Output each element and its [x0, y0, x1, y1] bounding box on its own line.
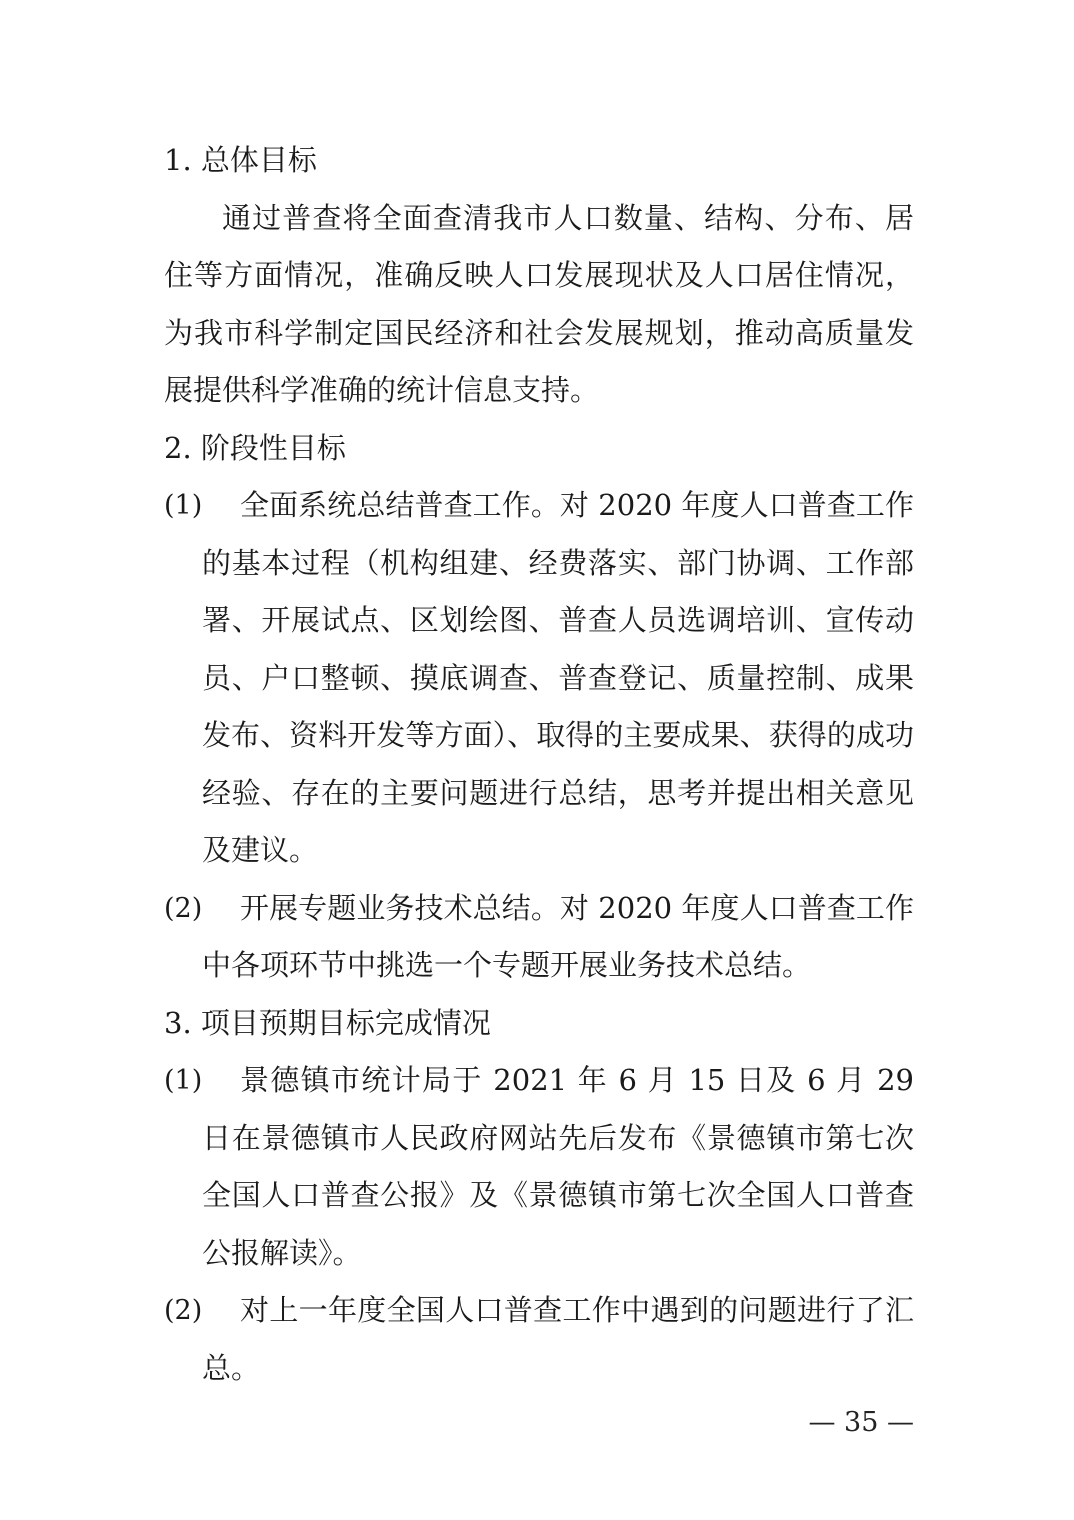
page-content	[164, 132, 914, 1397]
list-item	[164, 1282, 914, 1397]
overall-goal-paragraph: 通过普查将全面查清我市人口数量、结构、分布、居住等方面情况，准确反映人口发展现状及人口居住情况，为我市科学制定国民经济和社会发展规划，推动高质量发展提供科学准确的统计信息支持。	[164, 200, 914, 407]
section-heading-goal-completion: 3. 项目预期目标完成情况	[164, 1005, 491, 1040]
list-item-text: 全面系统总结普查工作。对 2020 年度人口普查工作的基本过程（机构组建、经费落实、部门协调、工作部署、开展试点、区划绘图、普查人员选调培训、宣传动员、户口整顿、摸底调查、普查登记、质量控制、成果发布、资料开发等方面）、取得的主要成果、获得的成功经验、存在的主要问题进行总结，思考并提出相关意见及建议。	[202, 488, 914, 867]
list-item-number: (1)	[164, 490, 203, 521]
section-heading-overall-goal: 1. 总体目标	[164, 143, 317, 177]
list-item-text: 对上一年度全国人口普查工作中遇到的问题进行了汇总。	[202, 1293, 914, 1385]
section-heading-stage-goals: 2. 阶段性目标	[164, 430, 346, 465]
list-item	[164, 1052, 914, 1282]
list-item-number: (2)	[164, 892, 203, 924]
page-number: — 35 —	[808, 1407, 914, 1438]
list-item-text: 景德镇市统计局于 2021 年 6 月 15 日及 6 月 29 日在景德镇市人民政府网站先后发布《景德镇市第七次全国人口普查公报》及《景德镇市第七次全国人口普查公报解读》。	[202, 1063, 914, 1270]
list-item	[164, 477, 914, 880]
list-item-number: (2)	[164, 1295, 203, 1326]
list-item	[164, 880, 914, 995]
list-item-text: 开展专题业务技术总结。对 2020 年度人口普查工作中各项环节中挑选一个专题开展业务技术总结。	[202, 890, 914, 982]
list-item-number: (1)	[164, 1065, 203, 1096]
